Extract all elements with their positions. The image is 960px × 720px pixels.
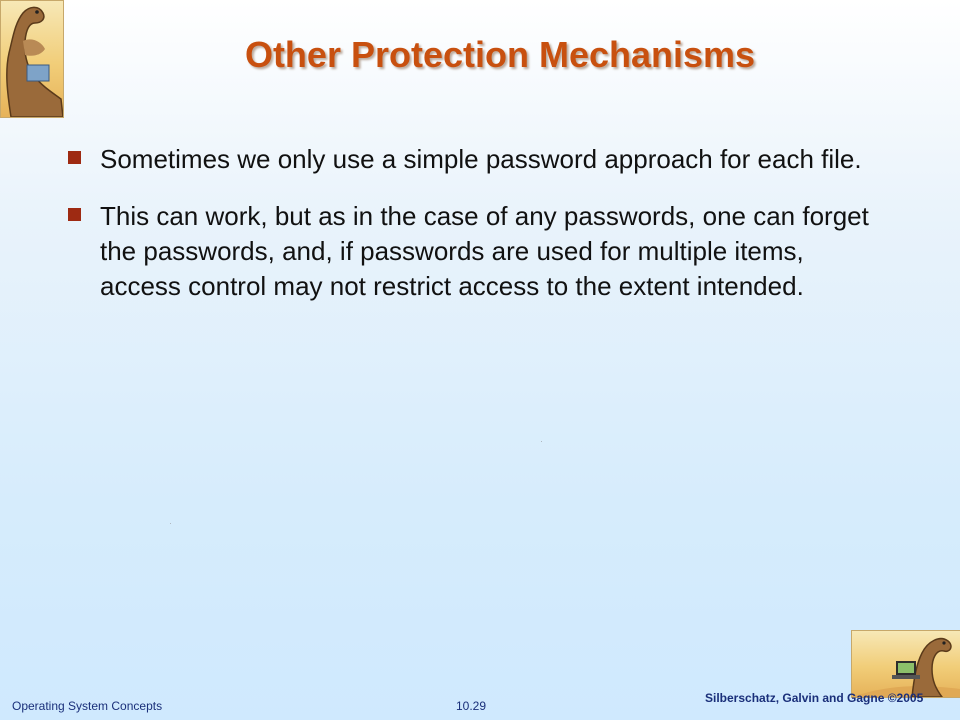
bullet-text: Sometimes we only use a simple password approach for each file. — [100, 144, 862, 174]
bullet-list — [66, 142, 886, 326]
footer-copyright: Silberschatz, Galvin and Gagne ©2005 — [705, 691, 924, 705]
dinosaur-reading-icon — [0, 0, 64, 118]
slide-title: Other Protection Mechanisms — [244, 34, 756, 75]
stray-dot — [170, 523, 171, 524]
square-bullet-icon — [68, 208, 81, 221]
bullet-text: This can work, but as in the case of any passwords, one can forget the passwords, and, if passwords are used for multiple items, access control may not restrict access to the extent intended. — [100, 201, 869, 301]
square-bullet-icon — [68, 151, 81, 164]
footer-course: Operating System Concepts — [12, 699, 163, 713]
footer-slide-number: 10.29 — [456, 699, 487, 713]
stray-dot — [541, 441, 542, 442]
dinosaur-laptop-icon — [851, 630, 960, 698]
bullet-item — [66, 142, 886, 177]
bullet-item — [66, 199, 886, 304]
